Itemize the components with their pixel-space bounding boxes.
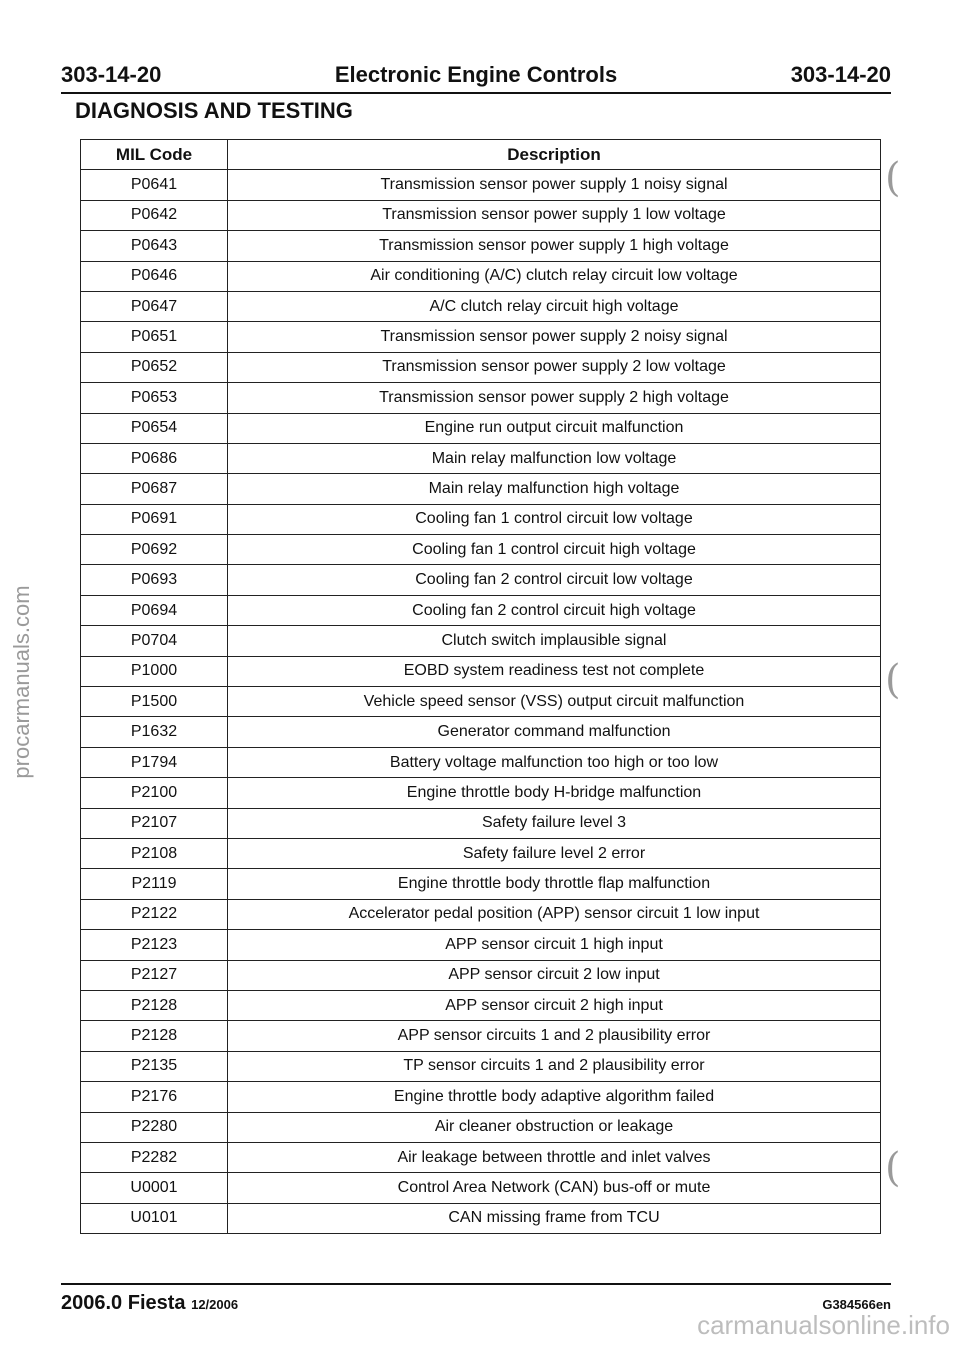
section-number-right: 303-14-20 (790, 62, 891, 87)
description-cell: Safety failure level 2 error (228, 838, 881, 868)
description-cell: Air leakage between throttle and inlet valves (228, 1142, 881, 1172)
table-row (81, 352, 881, 382)
description-cell: Generator command malfunction (228, 717, 881, 747)
mil-code-cell: P0687 (81, 474, 228, 504)
table-row (81, 595, 881, 625)
description-cell: Safety failure level 3 (228, 808, 881, 838)
description-cell: Main relay malfunction low voltage (228, 443, 881, 473)
description-cell: APP sensor circuit 2 high input (228, 990, 881, 1020)
table-row (81, 899, 881, 929)
mil-code-cell: P2107 (81, 808, 228, 838)
mil-code-cell: P2282 (81, 1142, 228, 1172)
description-cell: Transmission sensor power supply 1 noisy signal (228, 170, 881, 200)
footer-model (61, 1292, 238, 1315)
mil-code-cell: P0646 (81, 261, 228, 291)
table-row (81, 200, 881, 230)
mil-code-cell: P0686 (81, 443, 228, 473)
table-row (81, 960, 881, 990)
description-cell: APP sensor circuit 2 low input (228, 960, 881, 990)
mil-code-cell: P2128 (81, 1021, 228, 1051)
table-row (81, 535, 881, 565)
description-cell: Cooling fan 2 control circuit low voltage (228, 565, 881, 595)
mil-code-cell: P2100 (81, 778, 228, 808)
description-cell: APP sensor circuit 1 high input (228, 930, 881, 960)
mil-code-cell: P2176 (81, 1082, 228, 1112)
description-cell: Transmission sensor power supply 2 low voltage (228, 352, 881, 382)
description-cell: EOBD system readiness test not complete (228, 656, 881, 686)
description-cell: Engine throttle body adaptive algorithm failed (228, 1082, 881, 1112)
description-cell: TP sensor circuits 1 and 2 plausibility error (228, 1051, 881, 1081)
table-row (81, 383, 881, 413)
side-watermark: procarmanuals.com (9, 585, 34, 779)
table-row (81, 747, 881, 777)
description-cell: APP sensor circuits 1 and 2 plausibility error (228, 1021, 881, 1051)
section-number-left: 303-14-20 (61, 62, 162, 87)
mil-code-cell: P2135 (81, 1051, 228, 1081)
mil-code-cell: P2127 (81, 960, 228, 990)
description-cell: Engine run output circuit malfunction (228, 413, 881, 443)
description-cell: Air cleaner obstruction or leakage (228, 1112, 881, 1142)
mil-code-cell: P1500 (81, 687, 228, 717)
table-row (81, 1082, 881, 1112)
description-cell: Cooling fan 2 control circuit high voltage (228, 595, 881, 625)
description-cell: Accelerator pedal position (APP) sensor circuit 1 low input (228, 899, 881, 929)
mil-code-cell: P0653 (81, 383, 228, 413)
column-header-mil-code: MIL Code (81, 140, 228, 170)
bottom-watermark: carmanualsonline.info (697, 1310, 950, 1340)
mil-code-cell: P2122 (81, 899, 228, 929)
column-header-description: Description (228, 140, 881, 170)
description-cell: Transmission sensor power supply 2 high voltage (228, 383, 881, 413)
scan-mark-paren: ( (885, 657, 901, 703)
description-cell: Main relay malfunction high voltage (228, 474, 881, 504)
description-cell: Cooling fan 1 control circuit high voltage (228, 535, 881, 565)
table-row (81, 565, 881, 595)
table-row (81, 1112, 881, 1142)
mil-code-cell: P0652 (81, 352, 228, 382)
page-heading: Electronic Engine Controls (334, 62, 618, 87)
mil-code-cell: P0641 (81, 170, 228, 200)
mil-code-cell: P2108 (81, 838, 228, 868)
scan-mark-paren: ( (885, 1145, 901, 1191)
footer-rule (61, 1283, 891, 1285)
description-cell: Cooling fan 1 control circuit low voltage (228, 504, 881, 534)
table-row (81, 1142, 881, 1172)
footer-model-name: 2006.0 Fiesta (61, 1292, 186, 1314)
description-cell: Vehicle speed sensor (VSS) output circuit malfunction (228, 687, 881, 717)
table-row (81, 687, 881, 717)
mil-code-cell: P1632 (81, 717, 228, 747)
table-row (81, 1203, 881, 1233)
description-cell: Battery voltage malfunction too high or too low (228, 747, 881, 777)
mil-code-cell: P2123 (81, 930, 228, 960)
table-row (81, 413, 881, 443)
table-row (81, 930, 881, 960)
mil-code-cell: P0691 (81, 504, 228, 534)
page-header (61, 62, 891, 94)
table-row (81, 291, 881, 321)
table-row (81, 231, 881, 261)
mil-code-cell: P2119 (81, 869, 228, 899)
table-row (81, 990, 881, 1020)
mil-code-cell: P0694 (81, 595, 228, 625)
mil-code-cell: P0647 (81, 291, 228, 321)
mil-code-cell: P0692 (81, 535, 228, 565)
description-cell: Air conditioning (A/C) clutch relay circuit low voltage (228, 261, 881, 291)
description-cell: Transmission sensor power supply 1 low voltage (228, 200, 881, 230)
table-row (81, 838, 881, 868)
table-row (81, 626, 881, 656)
description-cell: Engine throttle body throttle flap malfunction (228, 869, 881, 899)
mil-code-table (80, 139, 881, 1234)
table-body (81, 170, 881, 1234)
table-row (81, 261, 881, 291)
footer-date: 12/2006 (191, 1297, 239, 1312)
table-row (81, 1173, 881, 1203)
description-cell: CAN missing frame from TCU (228, 1203, 881, 1233)
table-row (81, 778, 881, 808)
table-row (81, 504, 881, 534)
mil-code-cell: P0642 (81, 200, 228, 230)
mil-code-cell: P0654 (81, 413, 228, 443)
mil-code-cell: P0693 (81, 565, 228, 595)
description-cell: Clutch switch implausible signal (228, 626, 881, 656)
description-cell: Engine throttle body H-bridge malfunction (228, 778, 881, 808)
description-cell: Transmission sensor power supply 1 high voltage (228, 231, 881, 261)
scan-mark-paren: ( (885, 155, 901, 201)
mil-code-cell: P0651 (81, 322, 228, 352)
mil-code-cell: P2128 (81, 990, 228, 1020)
table-header-row (81, 140, 881, 170)
mil-code-cell: P1000 (81, 656, 228, 686)
mil-code-cell: P2280 (81, 1112, 228, 1142)
table-row (81, 443, 881, 473)
description-cell: A/C clutch relay circuit high voltage (228, 291, 881, 321)
description-cell: Transmission sensor power supply 2 noisy signal (228, 322, 881, 352)
description-cell: Control Area Network (CAN) bus-off or mute (228, 1173, 881, 1203)
table-row (81, 170, 881, 200)
mil-code-cell: U0101 (81, 1203, 228, 1233)
mil-code-cell: P0643 (81, 231, 228, 261)
footer-document-code: G384566en (822, 1297, 891, 1312)
table-row (81, 656, 881, 686)
table-row (81, 1021, 881, 1051)
table-row (81, 717, 881, 747)
table-row (81, 322, 881, 352)
mil-code-cell: P0704 (81, 626, 228, 656)
table-row (81, 808, 881, 838)
mil-code-cell: U0001 (81, 1173, 228, 1203)
table-row (81, 1051, 881, 1081)
section-title: DIAGNOSIS AND TESTING (75, 98, 353, 123)
mil-code-cell: P1794 (81, 747, 228, 777)
table-row (81, 869, 881, 899)
table-row (81, 474, 881, 504)
